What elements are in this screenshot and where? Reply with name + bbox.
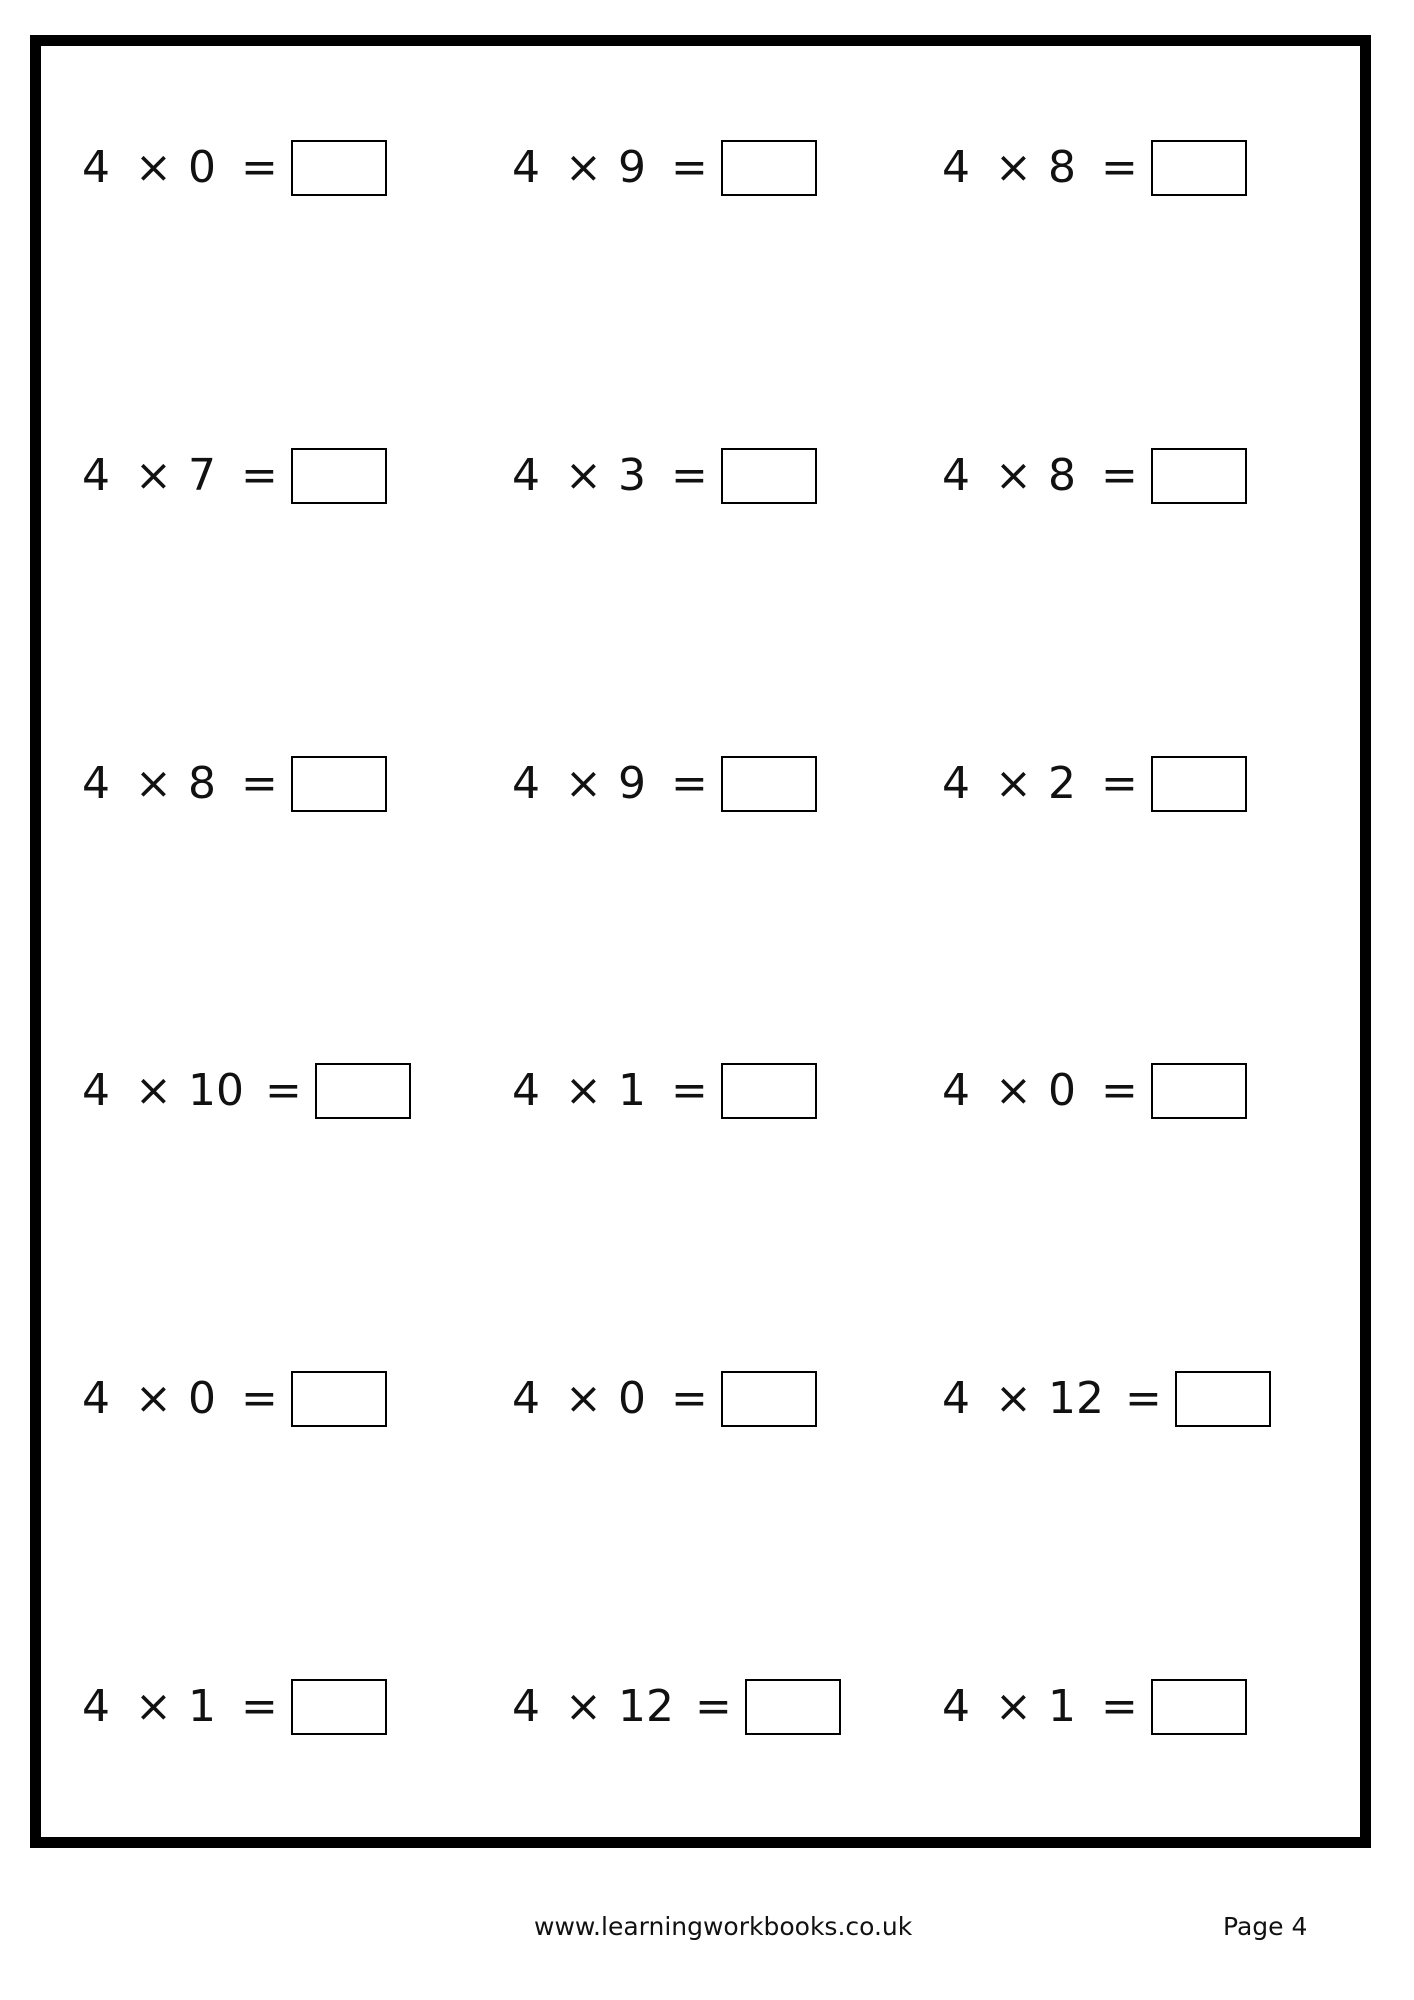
equals-sign: =: [1125, 1373, 1162, 1424]
equals-sign: =: [1101, 1065, 1138, 1116]
worksheet-border: [30, 35, 1371, 1848]
multiplier: 8: [1048, 142, 1076, 193]
multiplier: 10: [188, 1065, 244, 1116]
multiplicand: 4: [942, 1681, 970, 1732]
equals-sign: =: [1101, 758, 1138, 809]
answer-box[interactable]: [1151, 140, 1247, 196]
problem-item: [82, 1369, 387, 1429]
multiplicand: 4: [942, 1373, 970, 1424]
multiplier: 12: [1048, 1373, 1104, 1424]
equals-sign: =: [241, 142, 278, 193]
multiplier: 9: [618, 758, 646, 809]
multiply-sign: ×: [135, 758, 172, 809]
multiplicand: 4: [512, 142, 540, 193]
multiply-sign: ×: [565, 1065, 602, 1116]
multiplicand: 4: [82, 142, 110, 193]
multiplicand: 4: [942, 450, 970, 501]
answer-box[interactable]: [291, 448, 387, 504]
problem-item: [82, 1677, 387, 1737]
multiply-sign: ×: [565, 758, 602, 809]
multiplier: 0: [1048, 1065, 1076, 1116]
equals-sign: =: [671, 1065, 708, 1116]
multiply-sign: ×: [995, 1065, 1032, 1116]
multiplicand: 4: [942, 142, 970, 193]
multiply-sign: ×: [565, 1373, 602, 1424]
multiply-sign: ×: [135, 1065, 172, 1116]
problem-item: [942, 1369, 1271, 1429]
answer-box[interactable]: [721, 1371, 817, 1427]
problem-item: [82, 1061, 411, 1121]
multiply-sign: ×: [135, 1373, 172, 1424]
problem-item: [82, 754, 387, 814]
multiply-sign: ×: [135, 1681, 172, 1732]
problem-item: [942, 446, 1247, 506]
equals-sign: =: [241, 450, 278, 501]
multiplier: 12: [618, 1681, 674, 1732]
multiplicand: 4: [82, 1065, 110, 1116]
equals-sign: =: [1101, 142, 1138, 193]
answer-box[interactable]: [315, 1063, 411, 1119]
answer-box[interactable]: [1151, 1679, 1247, 1735]
answer-box[interactable]: [291, 1371, 387, 1427]
multiplier: 2: [1048, 758, 1076, 809]
problem-item: [512, 754, 817, 814]
multiplier: 8: [188, 758, 216, 809]
answer-box[interactable]: [721, 1063, 817, 1119]
multiplicand: 4: [512, 1681, 540, 1732]
multiplicand: 4: [512, 758, 540, 809]
answer-box[interactable]: [745, 1679, 841, 1735]
multiplicand: 4: [82, 1373, 110, 1424]
multiply-sign: ×: [995, 142, 1032, 193]
multiplicand: 4: [82, 450, 110, 501]
multiplier: 0: [188, 142, 216, 193]
equals-sign: =: [695, 1681, 732, 1732]
multiplicand: 4: [512, 1065, 540, 1116]
multiplier: 9: [618, 142, 646, 193]
multiply-sign: ×: [565, 450, 602, 501]
multiply-sign: ×: [995, 450, 1032, 501]
page-number: Page 4: [1223, 1912, 1308, 1941]
equals-sign: =: [671, 142, 708, 193]
answer-box[interactable]: [1151, 756, 1247, 812]
multiplicand: 4: [512, 450, 540, 501]
problem-item: [512, 446, 817, 506]
multiply-sign: ×: [135, 450, 172, 501]
answer-box[interactable]: [291, 140, 387, 196]
problem-item: [82, 446, 387, 506]
equals-sign: =: [241, 758, 278, 809]
answer-box[interactable]: [721, 448, 817, 504]
answer-box[interactable]: [291, 756, 387, 812]
answer-box[interactable]: [1175, 1371, 1271, 1427]
problem-item: [512, 138, 817, 198]
equals-sign: =: [1101, 450, 1138, 501]
equals-sign: =: [241, 1373, 278, 1424]
multiplicand: 4: [82, 1681, 110, 1732]
multiplicand: 4: [512, 1373, 540, 1424]
multiplier: 1: [188, 1681, 216, 1732]
equals-sign: =: [241, 1681, 278, 1732]
multiplier: 0: [618, 1373, 646, 1424]
answer-box[interactable]: [721, 756, 817, 812]
multiplier: 7: [188, 450, 216, 501]
multiplicand: 4: [82, 758, 110, 809]
problem-item: [942, 754, 1247, 814]
footer-url: www.learningworkbooks.co.uk: [534, 1912, 913, 1941]
problem-item: [942, 1061, 1247, 1121]
equals-sign: =: [671, 1373, 708, 1424]
multiply-sign: ×: [135, 142, 172, 193]
answer-box[interactable]: [1151, 1063, 1247, 1119]
multiplier: 0: [188, 1373, 216, 1424]
equals-sign: =: [671, 758, 708, 809]
equals-sign: =: [265, 1065, 302, 1116]
answer-box[interactable]: [721, 140, 817, 196]
multiplier: 3: [618, 450, 646, 501]
answer-box[interactable]: [1151, 448, 1247, 504]
multiply-sign: ×: [565, 1681, 602, 1732]
answer-box[interactable]: [291, 1679, 387, 1735]
equals-sign: =: [1101, 1681, 1138, 1732]
multiply-sign: ×: [565, 142, 602, 193]
multiplier: 1: [1048, 1681, 1076, 1732]
multiplicand: 4: [942, 758, 970, 809]
multiplicand: 4: [942, 1065, 970, 1116]
problem-item: [82, 138, 387, 198]
problem-item: [512, 1369, 817, 1429]
equals-sign: =: [671, 450, 708, 501]
multiply-sign: ×: [995, 758, 1032, 809]
problem-item: [512, 1061, 817, 1121]
problem-item: [942, 138, 1247, 198]
multiplier: 1: [618, 1065, 646, 1116]
problem-item: [512, 1677, 841, 1737]
multiply-sign: ×: [995, 1681, 1032, 1732]
problem-item: [942, 1677, 1247, 1737]
multiply-sign: ×: [995, 1373, 1032, 1424]
multiplier: 8: [1048, 450, 1076, 501]
